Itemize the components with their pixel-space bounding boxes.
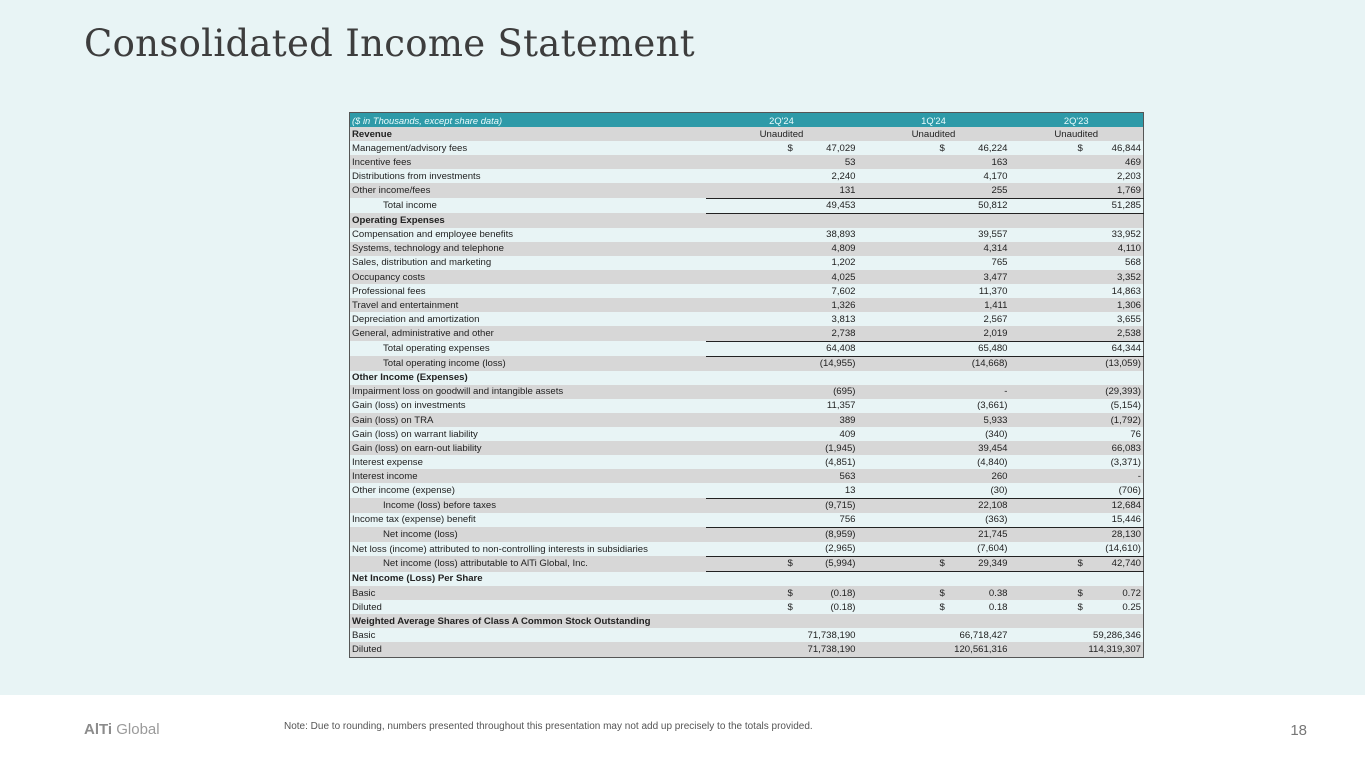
value-cell: (14,610) xyxy=(1010,542,1144,557)
table-row xyxy=(350,498,1144,513)
value-text: 0.18 xyxy=(988,601,1008,613)
row-label: Management/advisory fees xyxy=(352,142,468,154)
value-cell: (14,955) xyxy=(706,356,858,371)
value-cell: (695) xyxy=(706,385,858,399)
column-note xyxy=(1010,213,1144,228)
row-label: Basic xyxy=(352,629,376,641)
value-text: 0.25 xyxy=(1122,601,1141,613)
value-cell: 568 xyxy=(1124,257,1141,269)
value-cell: (13,059) xyxy=(1010,356,1144,371)
value-cell xyxy=(858,586,1010,600)
row-label: Compensation and employee benefits xyxy=(352,229,514,241)
row-label: Gain (loss) on TRA xyxy=(350,413,706,427)
value-cell: (3,371) xyxy=(1110,456,1141,468)
value-cell: 3,813 xyxy=(831,313,856,325)
value-cell xyxy=(706,141,858,155)
value-cell: (1,792) xyxy=(1010,413,1144,427)
currency-symbol: $ xyxy=(1077,558,1083,570)
table-row xyxy=(350,614,1144,628)
currency-symbol: $ xyxy=(1077,587,1083,599)
value-cell: 14,863 xyxy=(1111,285,1141,297)
row-label: Interest income xyxy=(350,469,706,483)
value-cell: (706) xyxy=(1118,484,1141,496)
table-row xyxy=(350,312,1144,326)
row-label: Other income/fees xyxy=(350,183,706,198)
value-cell xyxy=(1010,600,1144,614)
value-cell: 38,893 xyxy=(826,229,856,241)
table-row xyxy=(350,198,1144,213)
value-cell: 15,446 xyxy=(1010,513,1144,528)
value-cell: 255 xyxy=(858,183,1010,198)
value-cell xyxy=(1010,586,1144,600)
value-cell: 4,170 xyxy=(983,170,1008,182)
value-cell: (4,851) xyxy=(825,456,856,468)
value-cell: 163 xyxy=(858,155,1010,169)
value-cell: 39,557 xyxy=(978,229,1008,241)
row-label: Income (loss) before taxes xyxy=(350,498,706,513)
table-row xyxy=(350,527,1144,542)
value-text: (5,994) xyxy=(825,558,856,570)
row-label: Gain (loss) on investments xyxy=(352,400,466,412)
currency-symbol: $ xyxy=(1077,601,1083,613)
row-label: Basic xyxy=(350,586,706,600)
footer-bar xyxy=(0,695,1365,768)
table-row xyxy=(350,298,1144,312)
value-text: 42,740 xyxy=(1111,558,1141,570)
column-note xyxy=(1010,371,1144,385)
value-cell: 131 xyxy=(706,183,858,198)
value-cell: 260 xyxy=(858,469,1010,483)
value-cell: - xyxy=(858,385,1010,399)
row-label: Depreciation and amortization xyxy=(352,313,480,325)
value-cell: (8,959) xyxy=(706,527,858,542)
value-cell: 76 xyxy=(1130,428,1141,440)
value-cell xyxy=(1010,556,1144,571)
value-cell: 39,454 xyxy=(858,441,1010,455)
currency-symbol: $ xyxy=(787,601,793,613)
value-cell: 765 xyxy=(991,257,1008,269)
value-cell: 64,344 xyxy=(1010,341,1144,356)
value-cell: 114,319,307 xyxy=(1010,642,1144,657)
table-row xyxy=(350,213,1144,228)
table-row xyxy=(350,341,1144,356)
value-cell: (340) xyxy=(985,428,1008,440)
column-note xyxy=(706,614,858,628)
table-row xyxy=(350,385,1144,399)
row-label: Net loss (income) attributed to non-controlling interests in subsidiaries xyxy=(352,543,648,555)
value-cell: (3,661) xyxy=(977,400,1008,412)
value-cell: 563 xyxy=(706,469,858,483)
value-cell: 71,738,190 xyxy=(706,642,858,657)
value-cell: 13 xyxy=(844,484,856,496)
table-row xyxy=(350,284,1144,298)
table-row xyxy=(350,242,1144,256)
value-cell: (1,945) xyxy=(706,441,858,455)
value-cell: (29,393) xyxy=(1010,385,1144,399)
value-cell: 51,285 xyxy=(1010,198,1144,213)
column-note xyxy=(858,572,1010,587)
column-note xyxy=(706,572,858,587)
value-cell: 2,019 xyxy=(858,326,1010,341)
value-cell: 1,326 xyxy=(706,298,858,312)
value-cell: (14,668) xyxy=(858,356,1010,371)
column-note: Unaudited xyxy=(1010,127,1144,141)
table-row xyxy=(350,542,1144,557)
value-cell xyxy=(858,556,1010,571)
value-cell: 469 xyxy=(1010,155,1144,169)
row-label: Total operating income (loss) xyxy=(350,356,706,371)
value-cell: 3,655 xyxy=(1116,313,1141,325)
value-cell xyxy=(706,556,858,571)
value-text: (0.18) xyxy=(830,587,856,599)
value-cell: 4,314 xyxy=(858,242,1010,256)
value-cell: (9,715) xyxy=(706,498,858,513)
value-cell: 66,718,427 xyxy=(959,629,1008,641)
table-row xyxy=(350,326,1144,341)
value-cell: 50,812 xyxy=(858,198,1010,213)
income-statement-table-container xyxy=(349,112,1143,658)
value-cell: 3,477 xyxy=(858,270,1010,284)
row-label: Diluted xyxy=(352,601,382,613)
currency-symbol: $ xyxy=(787,142,793,154)
table-row xyxy=(350,270,1144,284)
column-note xyxy=(858,213,1010,228)
value-cell: 66,083 xyxy=(1010,441,1144,455)
table-row xyxy=(350,572,1144,587)
footer-note: Note: Due to rounding, numbers presented throughout this presentation may not add up precisely to the totals provided. xyxy=(284,721,813,732)
value-cell: (7,604) xyxy=(858,542,1010,557)
table-row xyxy=(350,413,1144,427)
row-label: General, administrative and other xyxy=(350,326,706,341)
value-cell: (4,840) xyxy=(977,456,1008,468)
value-cell: 2,538 xyxy=(1010,326,1144,341)
column-note xyxy=(706,371,858,385)
value-cell: 1,306 xyxy=(1010,298,1144,312)
table-row xyxy=(350,513,1144,528)
row-label: Professional fees xyxy=(352,285,426,297)
table-row xyxy=(350,256,1144,270)
value-text: 0.38 xyxy=(988,587,1008,599)
table-row xyxy=(350,455,1144,469)
value-cell: 11,357 xyxy=(826,400,856,412)
value-cell: 64,408 xyxy=(706,341,858,356)
page-number: 18 xyxy=(1290,722,1307,739)
row-label: Impairment loss on goodwill and intangible assets xyxy=(350,385,706,399)
column-note xyxy=(706,213,858,228)
value-text: 0.72 xyxy=(1122,587,1141,599)
row-label: Diluted xyxy=(350,642,706,657)
value-cell: 409 xyxy=(839,428,856,440)
row-label: Net Income (Loss) Per Share xyxy=(352,573,483,585)
value-text: 47,029 xyxy=(826,142,856,154)
value-cell: 4,110 xyxy=(1010,242,1144,256)
row-label: Revenue xyxy=(350,127,706,141)
row-label: Interest expense xyxy=(352,456,423,468)
value-cell: 1,769 xyxy=(1010,183,1144,198)
table-row xyxy=(350,141,1144,155)
table-row xyxy=(350,600,1144,614)
currency-symbol: $ xyxy=(939,587,945,599)
column-note xyxy=(858,371,1010,385)
table-header-row xyxy=(350,113,1144,128)
row-label: Other income (expense) xyxy=(352,485,455,497)
value-cell xyxy=(858,600,1010,614)
value-cell: 2,738 xyxy=(706,326,858,341)
currency-symbol: $ xyxy=(787,558,793,570)
value-cell xyxy=(706,600,858,614)
value-cell: 3,352 xyxy=(1010,270,1144,284)
row-label: Travel and entertainment xyxy=(350,298,706,312)
currency-symbol: $ xyxy=(1077,142,1083,154)
value-cell: 71,738,190 xyxy=(807,629,856,641)
value-cell: (5,154) xyxy=(1110,400,1141,412)
header-units-label: ($ in Thousands, except share data) xyxy=(350,113,706,128)
header-col-1q24: 1Q'24 xyxy=(858,113,1010,128)
row-label: Occupancy costs xyxy=(350,270,706,284)
value-text: 46,224 xyxy=(978,142,1008,154)
value-cell: 11,370 xyxy=(978,285,1008,297)
table-row xyxy=(350,556,1144,571)
column-note xyxy=(1010,572,1144,587)
value-cell: 4,025 xyxy=(706,270,858,284)
page-title: Consolidated Income Statement xyxy=(84,22,695,65)
table-row xyxy=(350,399,1144,413)
value-cell: 49,453 xyxy=(706,198,858,213)
table-row xyxy=(350,183,1144,198)
value-cell: 389 xyxy=(706,413,858,427)
column-note: Unaudited xyxy=(858,127,1010,141)
row-label: Distributions from investments xyxy=(352,170,481,182)
header-col-2q23: 2Q'23 xyxy=(1010,113,1144,128)
value-text: 46,844 xyxy=(1111,142,1141,154)
table-row xyxy=(350,469,1144,483)
row-label: Gain (loss) on warrant liability xyxy=(352,428,478,440)
row-label: Weighted Average Shares of Class A Common Stock Outstanding xyxy=(350,614,706,628)
value-cell: 4,809 xyxy=(706,242,858,256)
table-row xyxy=(350,441,1144,455)
table-row xyxy=(350,628,1144,642)
value-cell: 2,240 xyxy=(831,170,856,182)
value-cell: 1,411 xyxy=(858,298,1010,312)
currency-symbol: $ xyxy=(787,587,793,599)
value-cell: 28,130 xyxy=(1010,527,1144,542)
value-cell: (363) xyxy=(858,513,1010,528)
value-cell xyxy=(858,141,1010,155)
table-row xyxy=(350,169,1144,183)
value-cell: 7,602 xyxy=(831,285,856,297)
value-cell: 33,952 xyxy=(1111,229,1141,241)
row-label: Operating Expenses xyxy=(350,213,706,228)
row-label: Total income xyxy=(383,200,437,212)
table-row xyxy=(350,427,1144,441)
row-label: Net income (loss) xyxy=(350,527,706,542)
value-cell: 2,203 xyxy=(1116,170,1141,182)
row-label: Other Income (Expenses) xyxy=(352,372,468,384)
value-cell: 12,684 xyxy=(1010,498,1144,513)
value-cell: 53 xyxy=(706,155,858,169)
value-cell: 65,480 xyxy=(858,341,1010,356)
currency-symbol: $ xyxy=(939,601,945,613)
currency-symbol: $ xyxy=(939,558,945,570)
row-label: Net income (loss) attributable to AlTi Global, Inc. xyxy=(350,556,706,571)
row-label: Income tax (expense) benefit xyxy=(352,514,476,526)
currency-symbol: $ xyxy=(939,142,945,154)
value-text: 29,349 xyxy=(978,558,1008,570)
row-label: Sales, distribution and marketing xyxy=(352,257,492,269)
table-row xyxy=(350,356,1144,371)
column-note xyxy=(1010,614,1144,628)
value-cell: 2,567 xyxy=(983,313,1008,325)
value-cell: (30) xyxy=(990,484,1008,496)
table-body xyxy=(350,127,1144,657)
table-row xyxy=(350,586,1144,600)
value-cell xyxy=(1010,141,1144,155)
table-row xyxy=(350,371,1144,385)
row-label: Systems, technology and telephone xyxy=(350,242,706,256)
row-label: Gain (loss) on earn-out liability xyxy=(350,441,706,455)
value-cell: 120,561,316 xyxy=(858,642,1010,657)
value-cell: 59,286,346 xyxy=(1092,629,1141,641)
value-cell xyxy=(706,586,858,600)
company-logo: AlTi Global xyxy=(84,721,160,738)
value-cell: 5,933 xyxy=(858,413,1010,427)
table-row xyxy=(350,155,1144,169)
value-text: (0.18) xyxy=(830,601,856,613)
table-row xyxy=(350,228,1144,242)
table-row xyxy=(350,483,1144,498)
value-cell: 756 xyxy=(706,513,858,528)
table-row xyxy=(350,642,1144,657)
column-note xyxy=(858,614,1010,628)
row-label: Total operating expenses xyxy=(383,343,490,355)
table-row xyxy=(350,127,1144,141)
income-statement-table xyxy=(349,112,1144,658)
value-cell: 1,202 xyxy=(831,257,856,269)
value-cell: (2,965) xyxy=(706,542,858,557)
row-label: Incentive fees xyxy=(350,155,706,169)
value-cell: 22,108 xyxy=(858,498,1010,513)
value-cell: 21,745 xyxy=(858,527,1010,542)
value-cell: - xyxy=(1010,469,1144,483)
column-note: Unaudited xyxy=(706,127,858,141)
header-col-2q24: 2Q'24 xyxy=(706,113,858,128)
